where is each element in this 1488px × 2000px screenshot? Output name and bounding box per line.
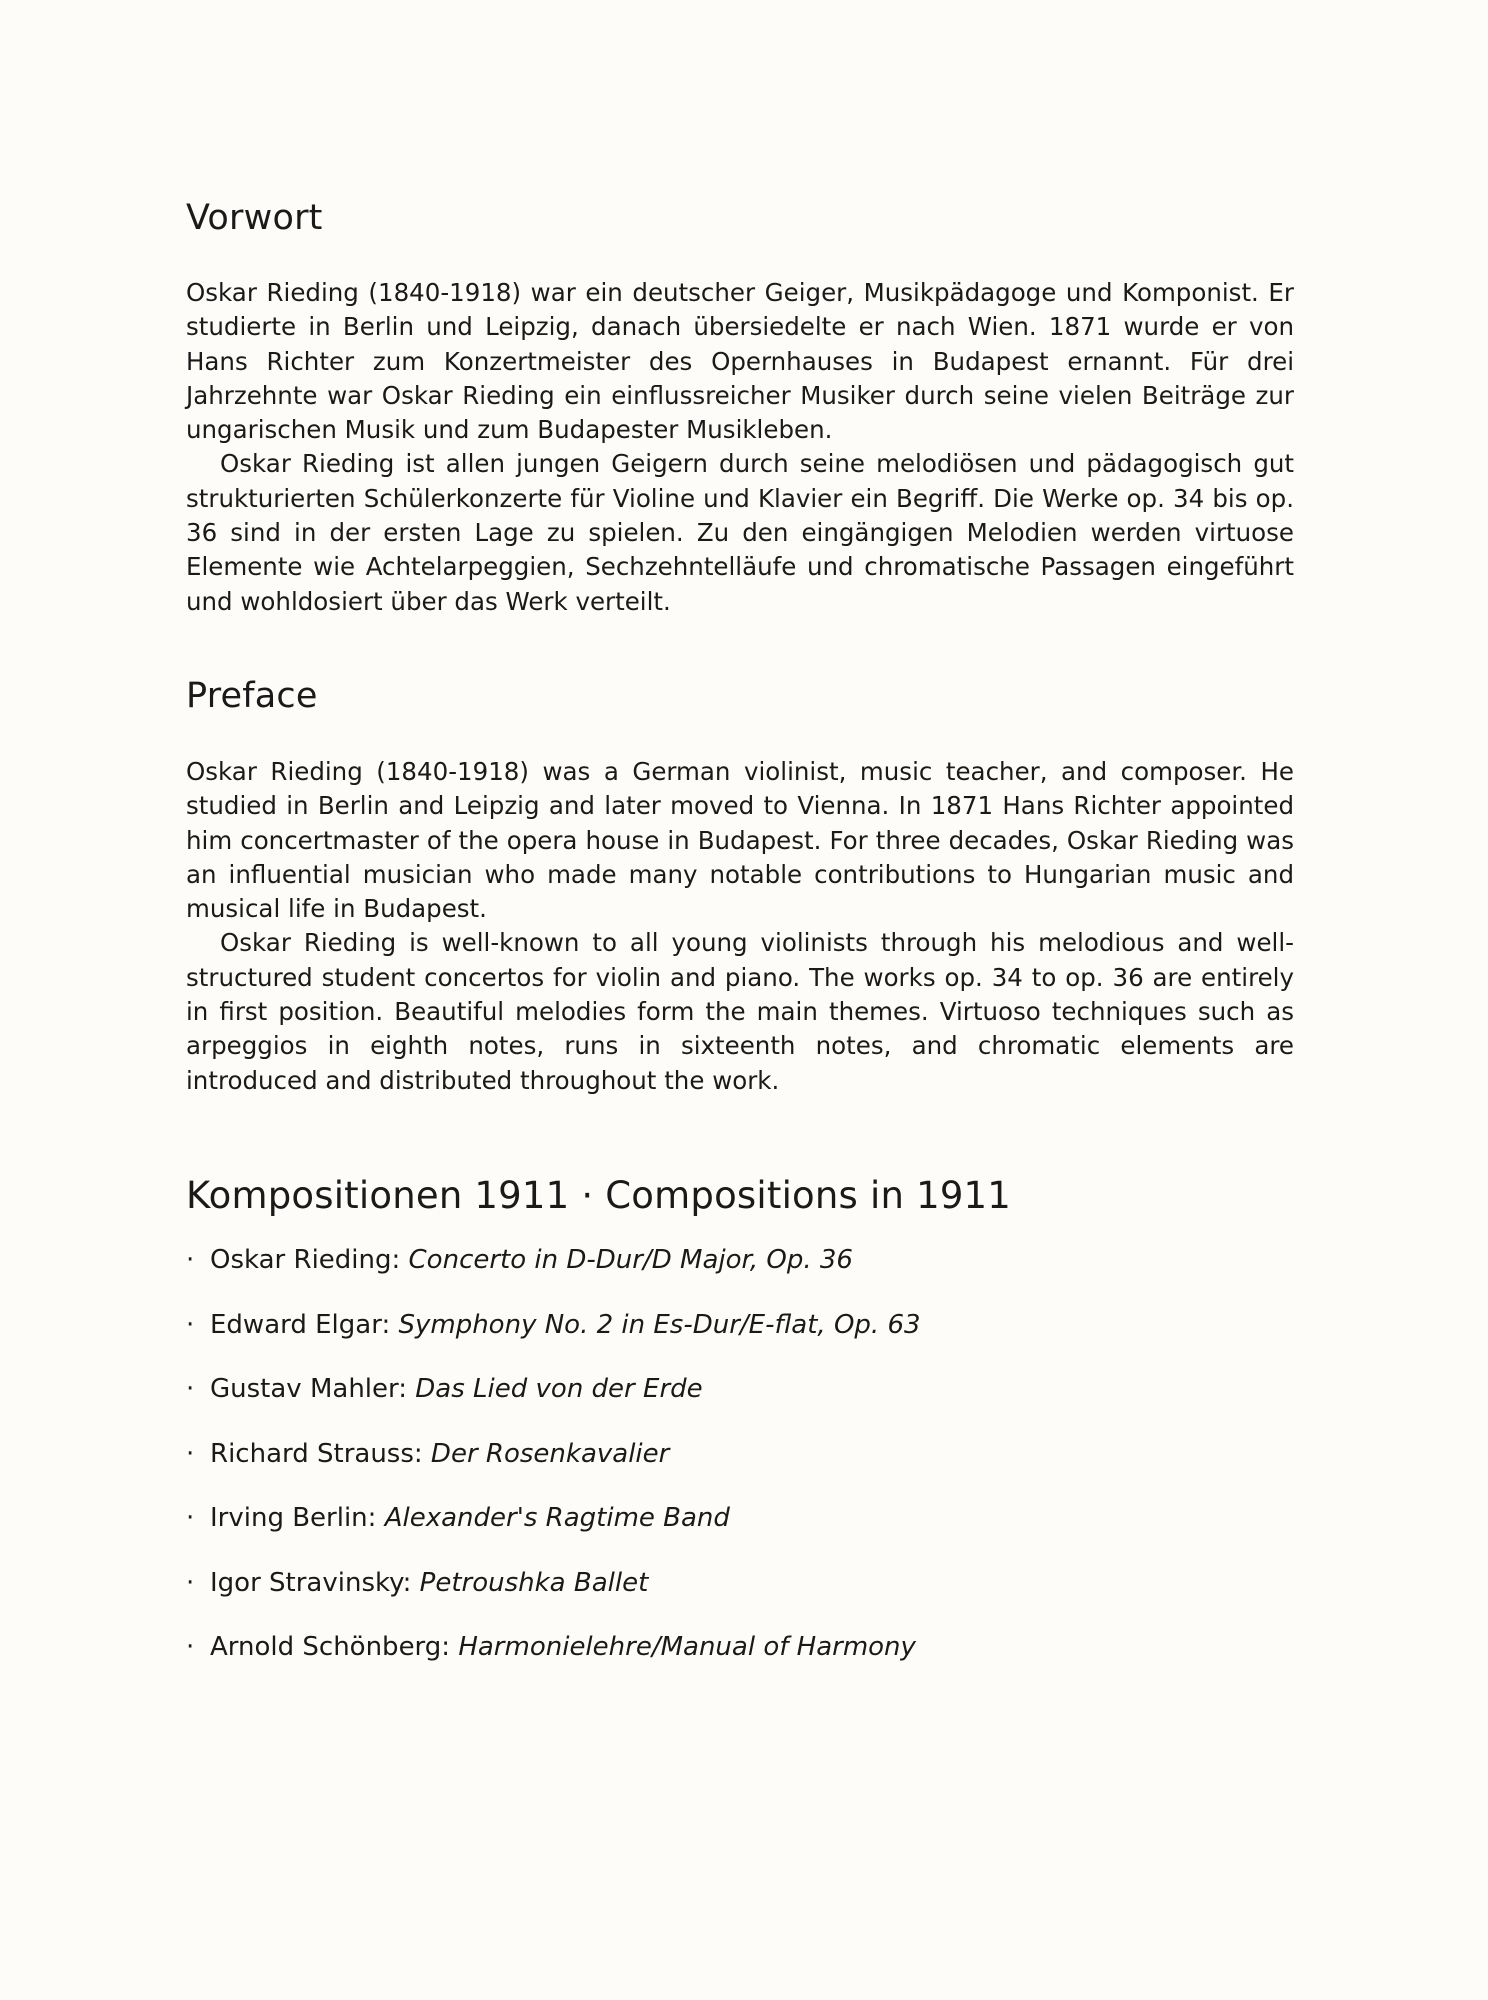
vorwort-paragraph: Oskar Rieding ist allen jungen Geigern durch seine melodiösen und pädagogisch gut strukturierten Schülerkonzerte für Violine und Klavier ein Begriff. Die Werke op. 34 bis op. 36 sind in der ersten Lage zu spielen. Zu den eingängigen Melodien werden virtuose Elemente wie Achtelarpeggien, Sechzehntelläufe und chromatische Passagen eingeführt und wohldosiert über das Werk verteilt.	[186, 449, 1294, 616]
document-page	[186, 0, 1294, 2000]
work-title: Symphony No. 2 in Es-Dur/E-flat, Op. 63	[398, 1309, 921, 1340]
composer-name: Arnold Schönberg:	[210, 1632, 451, 1662]
composer-name: Gustav Mahler:	[210, 1374, 408, 1404]
list-item	[186, 1439, 921, 1504]
list-item	[186, 1632, 921, 1697]
composer-name: Richard Strauss:	[210, 1438, 423, 1469]
bullet: ·	[186, 1438, 195, 1469]
work-title: Alexander's Ragtime Band	[384, 1503, 730, 1533]
composer-name: Edward Elgar:	[210, 1309, 391, 1340]
list-item	[186, 1245, 921, 1310]
bullet: ·	[186, 1245, 195, 1275]
preface-paragraph: Oskar Rieding is well-known to all young violinists through his melodious and well-structured student concertos for violin and piano. The works op. 34 to op. 36 are entirely in first position. Beautiful melodies form the main themes. Virtuoso techniques such as arpeggios in eighth notes, runs in sixteenth notes, and chromatic elements are introduced and distributed throughout the work.	[186, 928, 1294, 1095]
work-title: Petroushka Ballet	[419, 1567, 649, 1598]
work-title: Concerto in D-Dur/D Major, Op. 36	[408, 1245, 853, 1275]
work-title: Der Rosenkavalier	[430, 1438, 670, 1469]
list-item	[186, 1503, 921, 1568]
bullet: ·	[186, 1632, 195, 1662]
vorwort-heading: Vorwort	[186, 198, 323, 238]
compositions-heading: Kompositionen 1911 · Compositions in 1911	[186, 1174, 1012, 1217]
list-item	[186, 1568, 921, 1633]
preface-paragraph: Oskar Rieding (1840-1918) was a German violinist, music teacher, and composer. He studied in Berlin and Leipzig and later moved to Vienna. In 1871 Hans Richter appointed him concertmaster of the opera house in Budapest. For three decades, Oskar Rieding was an influential musician who made many notable contributions to Hungarian music and musical life in Budapest.	[186, 757, 1294, 924]
bullet: ·	[186, 1309, 195, 1340]
composer-name: Igor Stravinsky:	[210, 1567, 412, 1598]
work-title: Harmonielehre/Manual of Harmony	[458, 1632, 916, 1662]
bullet: ·	[186, 1567, 195, 1598]
preface-text	[186, 755, 1294, 1098]
composer-name: Irving Berlin:	[210, 1503, 377, 1533]
vorwort-paragraph: Oskar Rieding (1840-1918) war ein deutscher Geiger, Musikpädagoge und Komponist. Er studierte in Berlin und Leipzig, danach übersiedelte er nach Wien. 1871 wurde er von Hans Richter zum Konzertmeister des Opernhauses in Budapest ernannt. Für drei Jahrzehnte war Oskar Rieding ein einflussreicher Musiker durch seine vielen Beiträge zur ungarischen Musik und zum Budapester Musikleben.	[186, 278, 1294, 445]
bullet: ·	[186, 1503, 195, 1533]
list-item	[186, 1310, 921, 1375]
vorwort-text	[186, 276, 1294, 619]
work-title: Das Lied von der Erde	[415, 1374, 703, 1404]
composer-name: Oskar Rieding:	[210, 1245, 401, 1275]
list-item	[186, 1374, 921, 1439]
compositions-list	[186, 1245, 921, 1697]
bullet: ·	[186, 1374, 195, 1404]
preface-heading: Preface	[186, 676, 318, 716]
